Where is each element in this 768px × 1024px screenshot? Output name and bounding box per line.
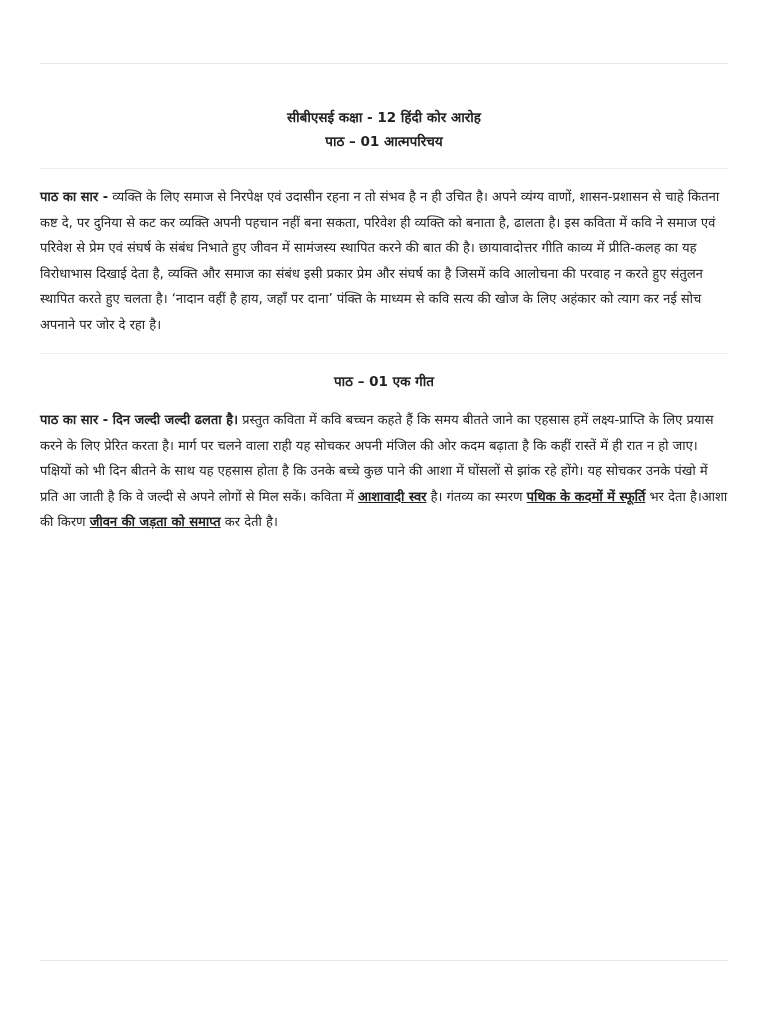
summary-label: पाठ का सार - (40, 190, 109, 205)
summary-text: कर देती है। (220, 515, 278, 530)
emphasis-text: पथिक के कदमों में स्फूर्ति (526, 489, 646, 505)
summary-text: प्रस्तुत कविता में कवि बच्चन कहते हैं कि समय बीतते जाने का एहसास हमें लक्ष्य-प्राप्ति के लिए प्रयास करने के लिए प्रेरित करता है। मार्ग पर चलने वाला राही यह सोचकर अपनी मंजिल की ओर कदम बढ़ाता है कि कहीं रास्तें में ही रात न हो जाए। पक्षियों को भी दिन बीतने के साथ यह एहसास होता है कि उनके बच्चे कुछ पाने की आशा में घोंसलों से झांक रहे होंगे। यह सोचकर उनके पंखो में प्रति आ जाती है कि वे जल्दी से अपने लोगों से मिल सकें। कविता में (40, 413, 714, 505)
document-subtitle: पाठ – 01 आत्मपरिचय (325, 134, 443, 150)
summary-paragraph-1 (40, 185, 728, 338)
document-page (40, 0, 728, 1024)
summary-text: व्यक्ति के लिए समाज से निरपेक्ष एवं उदासीन रहना न तो संभव है न ही उचित है। अपने व्यंग्य वाणों, शासन-प्रशासन से चाहे कितना कष्ट दे, पर दुनिया से कट कर व्यक्ति अपनी पहचान नहीं बना सकता, परिवेश ही व्यक्ति को बनाता है, ढालता है। इस कविता में कवि ने समाज एवं परिवेश से प्रेम एवं संघर्ष के संबंध निभाते हुए जीवन में सामंजस्य स्थापित करने की बात की है। छायावादोत्तर गीति काव्य में प्रीति-कलह का यह विरोधाभास दिखाई देता है, व्यक्ति और समाज का संबंध इसी प्रकार प्रेम और संघर्ष का है जिसमें कवि आलोचना की परवाह न करते हुए संतुलन स्थापित करते हुए चलता है। ‘नादान वहीं है हाय, जहाँ पर दाना’ पंक्ति के माध्यम से कवि सत्य की खोज के लिए अहंकार को त्याग कर नई सोच अपनाने पर जोर दे रहा है। (40, 190, 720, 333)
summary-text: भर देता है।आशा की किरण (40, 489, 728, 530)
summary-text: है। गंतव्य का स्मरण (426, 489, 527, 505)
top-rule (40, 63, 728, 64)
section-divider (40, 168, 728, 169)
emphasis-text: आशावादी स्वर (358, 489, 427, 505)
section-heading: पाठ – 01 एक गीत (334, 374, 434, 390)
emphasis-text: जीवन की जड़ता को समाप्त (89, 515, 221, 530)
title-block (40, 106, 728, 154)
bottom-rule (40, 960, 728, 961)
section-divider (40, 353, 728, 354)
document-title: सीबीएसई कक्षा - 12 हिंदी कोर आरोह (287, 110, 481, 126)
summary-paragraph-2 (40, 408, 728, 536)
summary-label: पाठ का सार - दिन जल्दी जल्दी ढलता है। (40, 413, 238, 428)
